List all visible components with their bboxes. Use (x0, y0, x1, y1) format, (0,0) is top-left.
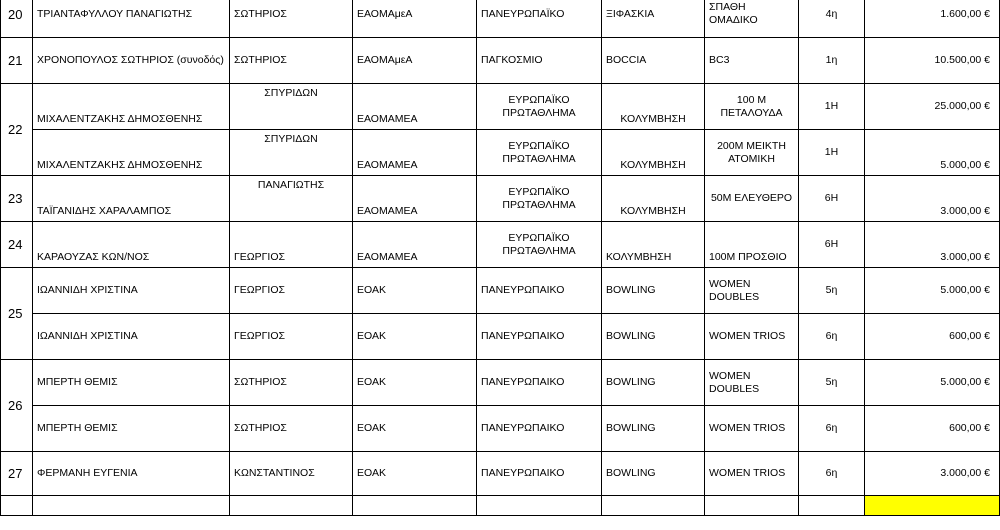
amount: 1.600,00 € (865, 0, 1000, 38)
federation: ΕΑΟΜΑΜΕΑ (353, 130, 477, 176)
federation: ΕΟΑΚ (353, 268, 477, 314)
place: 5η (799, 268, 865, 314)
place: 6η (799, 452, 865, 496)
federation: ΕΟΑΚ (353, 360, 477, 406)
event: ΕΥΡΩΠΑΪΚΟ ΠΡΩΤΑΘΛΗΜΑ (477, 222, 602, 268)
discipline: WOMEN DOUBLES (705, 268, 799, 314)
empty-cell (353, 496, 477, 516)
father-name: ΣΩΤΗΡΙΟΣ (230, 38, 353, 84)
discipline: 100Μ ΠΡΟΣΘΙΟ (705, 222, 799, 268)
father-name: ΚΩΝΣΤΑΝΤΙΝΟΣ (230, 452, 353, 496)
federation: ΕΟΑΚ (353, 406, 477, 452)
place: 1Η (799, 130, 865, 176)
event: ΕΥΡΩΠΑΪΚΟ ΠΡΩΤΑΘΛΗΜΑ (477, 176, 602, 222)
table-row (1, 360, 1000, 406)
event: ΠΑΝΕΥΡΩΠΑΙΚΟ (477, 268, 602, 314)
athlete-name: ΜΠΕΡΤΗ ΘΕΜΙΣ (33, 406, 230, 452)
amount: 3.000,00 € (865, 452, 1000, 496)
discipline: 50Μ ΕΛΕΥΘΕΡΟ (705, 176, 799, 222)
sport: ΞΙΦΑΣΚΙΑ (602, 0, 705, 38)
amount: 3.000,00 € (865, 222, 1000, 268)
place: 6Η (799, 222, 865, 268)
sport: BOWLING (602, 314, 705, 360)
athlete-name: ΙΩΑΝΝΙΔΗ ΧΡΙΣΤΙΝΑ (33, 314, 230, 360)
federation: ΕΟΑΚ (353, 314, 477, 360)
federation: ΕΑΟΜΑΜΕΑ (353, 84, 477, 130)
amount: 25.000,00 € (865, 84, 1000, 130)
discipline: BC3 (705, 38, 799, 84)
sport: ΚΟΛΥΜΒΗΣΗ (602, 84, 705, 130)
row-number: 24 (1, 222, 33, 268)
empty-cell (602, 496, 705, 516)
athlete-name: ΦΕΡΜΑΝΗ ΕΥΓΕΝΙΑ (33, 452, 230, 496)
place: 6Η (799, 176, 865, 222)
sport: BOWLING (602, 406, 705, 452)
event: ΠΑΝΕΥΡΩΠΑΙΚΟ (477, 452, 602, 496)
discipline: 100 Μ ΠΕΤΑΛΟΥΔΑ (705, 84, 799, 130)
row-number: 27 (1, 452, 33, 496)
row-number: 22 (1, 84, 33, 176)
father-name: ΣΩΤΗΡΙΟΣ (230, 406, 353, 452)
row-number: 21 (1, 38, 33, 84)
amount: 600,00 € (865, 406, 1000, 452)
table-row (1, 0, 1000, 38)
discipline: 200Μ ΜΕΙΚΤΗ ΑΤΟΜΙΚΗ (705, 130, 799, 176)
amount: 5.000,00 € (865, 130, 1000, 176)
sport: BOWLING (602, 360, 705, 406)
row-number: 25 (1, 268, 33, 360)
empty-cell (477, 496, 602, 516)
sport: BOWLING (602, 452, 705, 496)
federation: ΕΑΟΜΑΜΕΑ (353, 222, 477, 268)
amount: 5.000,00 € (865, 360, 1000, 406)
row-number: 26 (1, 360, 33, 452)
table-row (1, 314, 1000, 360)
empty-cell (705, 496, 799, 516)
amount: 10.500,00 € (865, 38, 1000, 84)
federation: ΕΟΑΚ (353, 452, 477, 496)
sport: BOWLING (602, 268, 705, 314)
athlete-name: ΧΡΟΝΟΠΟΥΛΟΣ ΣΩΤΗΡΙΟΣ (συνοδός) (33, 38, 230, 84)
table-row (1, 38, 1000, 84)
place: 6η (799, 406, 865, 452)
place: 1η (799, 38, 865, 84)
discipline: WOMEN TRIOS (705, 452, 799, 496)
table-row (1, 452, 1000, 496)
athlete-name: ΤΑΪΓΑΝΙΔΗΣ ΧΑΡΑΛΑΜΠΟΣ (33, 176, 230, 222)
event: ΕΥΡΩΠΑΪΚΟ ΠΡΩΤΑΘΛΗΜΑ (477, 84, 602, 130)
sport: ΚΟΛΥΜΒΗΣΗ (602, 130, 705, 176)
empty-cell (33, 496, 230, 516)
event: ΠΑΝΕΥΡΩΠΑΙΚΟ (477, 406, 602, 452)
father-name: ΓΕΩΡΓΙΟΣ (230, 222, 353, 268)
place: 1Η (799, 84, 865, 130)
athlete-name: ΜΙΧΑΛΕΝΤΖΑΚΗΣ ΔΗΜΟΣΘΕΝΗΣ (33, 130, 230, 176)
discipline: WOMEN DOUBLES (705, 360, 799, 406)
event: ΠΑΝΕΥΡΩΠΑΪΚΟ (477, 0, 602, 38)
father-name: ΣΠΥΡΙΔΩΝ (230, 84, 353, 130)
athlete-name: ΚΑΡΑΟΥΖΑΣ ΚΩΝ/ΝΟΣ (33, 222, 230, 268)
row-number: 23 (1, 176, 33, 222)
place: 6η (799, 314, 865, 360)
federation: ΕΑΟΜΑΜΕΑ (353, 176, 477, 222)
table-row (1, 268, 1000, 314)
father-name: ΣΩΤΗΡΙΟΣ (230, 360, 353, 406)
athlete-name: ΙΩΑΝΝΙΔΗ ΧΡΙΣΤΙΝΑ (33, 268, 230, 314)
discipline: WOMEN TRIOS (705, 314, 799, 360)
athlete-name: ΤΡΙΑΝΤΑΦΥΛΛΟΥ ΠΑΝΑΓΙΩΤΗΣ (33, 0, 230, 38)
amount: 600,00 € (865, 314, 1000, 360)
father-name: ΓΕΩΡΓΙΟΣ (230, 268, 353, 314)
place: 4η (799, 0, 865, 38)
event: ΠΑΓΚΟΣΜΙΟ (477, 38, 602, 84)
athlete-name: ΜΙΧΑΛΕΝΤΖΑΚΗΣ ΔΗΜΟΣΘΕΝΗΣ (33, 84, 230, 130)
place: 5η (799, 360, 865, 406)
table-row (1, 176, 1000, 222)
federation: ΕΑΟΜΑμεΑ (353, 38, 477, 84)
empty-cell (230, 496, 353, 516)
father-name: ΣΠΥΡΙΔΩΝ (230, 130, 353, 176)
table-row (1, 84, 1000, 130)
federation: ΕΑΟΜΑμεΑ (353, 0, 477, 38)
table-row (1, 222, 1000, 268)
father-name: ΓΕΩΡΓΙΟΣ (230, 314, 353, 360)
empty-cell (799, 496, 865, 516)
sport: ΚΟΛΥΜΒΗΣΗ (602, 222, 705, 268)
event: ΕΥΡΩΠΑΪΚΟ ΠΡΩΤΑΘΛΗΜΑ (477, 130, 602, 176)
empty-cell (1, 496, 33, 516)
athlete-name: ΜΠΕΡΤΗ ΘΕΜΙΣ (33, 360, 230, 406)
event: ΠΑΝΕΥΡΩΠΑΙΚΟ (477, 314, 602, 360)
discipline: WOMEN TRIOS (705, 406, 799, 452)
row-number: 20 (1, 0, 33, 38)
table-row-partial (1, 496, 1000, 516)
sport: ΚΟΛΥΜΒΗΣΗ (602, 176, 705, 222)
event: ΠΑΝΕΥΡΩΠΑΙΚΟ (477, 360, 602, 406)
discipline: ΣΠΑΘΗ ΟΜΑΔΙΚΟ (705, 0, 799, 38)
sport: BOCCIA (602, 38, 705, 84)
father-name: ΠΑΝΑΓΙΩΤΗΣ (230, 176, 353, 222)
amount: 5.000,00 € (865, 268, 1000, 314)
father-name: ΣΩΤΗΡΙΟΣ (230, 0, 353, 38)
amount: 3.000,00 € (865, 176, 1000, 222)
table-row (1, 406, 1000, 452)
table-row (1, 130, 1000, 176)
total-cell-highlighted (865, 496, 1000, 516)
